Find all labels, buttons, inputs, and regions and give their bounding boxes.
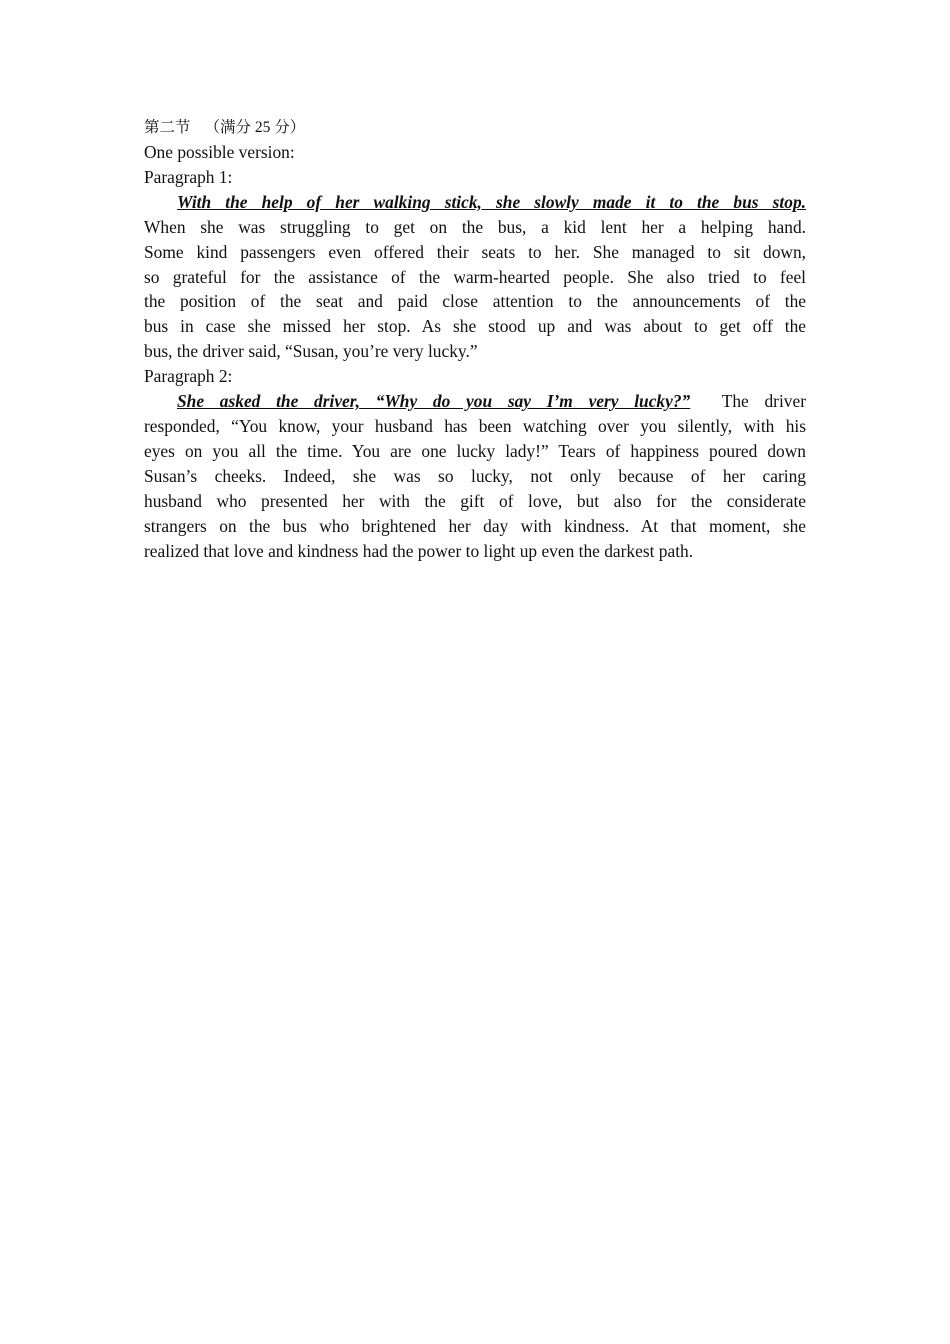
paragraph1-opener-line	[144, 190, 806, 215]
paragraph2-last-line: realized that love and kindness had the power to light up even the darkest path.	[144, 540, 694, 561]
paragraph2-line: eyes on you all the time. You are one lucky lady!” Tears of happiness poured down	[144, 440, 806, 461]
paragraph1-line: Some kind passengers even offered their seats to her. She managed to sit down,	[144, 241, 806, 262]
paragraph2-opener-line	[144, 389, 806, 414]
paragraph1-body	[144, 190, 806, 364]
section-header	[144, 116, 806, 140]
paragraph1-line: When she was struggling to get on the bus, a kid lent her a helping hand.	[144, 216, 806, 237]
paragraph2-heading: Paragraph 2:	[144, 366, 233, 387]
paragraph1-line: the position of the seat and paid close attention to the announcements of the	[144, 291, 806, 312]
paragraph2-line: responded, “You know, your husband has been watching over you silently, with his	[144, 415, 806, 436]
paragraph1-opener: With the help of her walking stick, she slowly made it to the bus stop.	[177, 191, 806, 212]
paragraph1-line: bus in case she missed her stop. As she stood up and was about to get off the	[144, 316, 806, 337]
section-title: 第二节	[144, 119, 191, 136]
paragraph2-body	[144, 389, 806, 563]
paragraph2-opener: She asked the driver, “Why do you say I’m very lucky?”	[177, 391, 691, 412]
paragraph2-line: Susan’s cheeks. Indeed, she was so lucky, not only because of her caring	[144, 465, 806, 486]
answer-page	[144, 116, 806, 563]
paragraph2-line: husband who presented her with the gift of love, but also for the considerate	[144, 490, 806, 511]
paragraph2-opener-tail: The driver	[721, 391, 806, 412]
version-intro: One possible version:	[144, 142, 295, 162]
section-score: （满分 25 分）	[204, 119, 306, 136]
paragraph1-heading: Paragraph 1:	[144, 166, 233, 187]
paragraph1-line: so grateful for the assistance of the warm-hearted people. She also tried to feel	[144, 266, 806, 287]
paragraph2-line: strangers on the bus who brightened her day with kindness. At that moment, she	[144, 515, 806, 536]
paragraph1-last-line: bus, the driver said, “Susan, you’re very lucky.”	[144, 341, 478, 362]
